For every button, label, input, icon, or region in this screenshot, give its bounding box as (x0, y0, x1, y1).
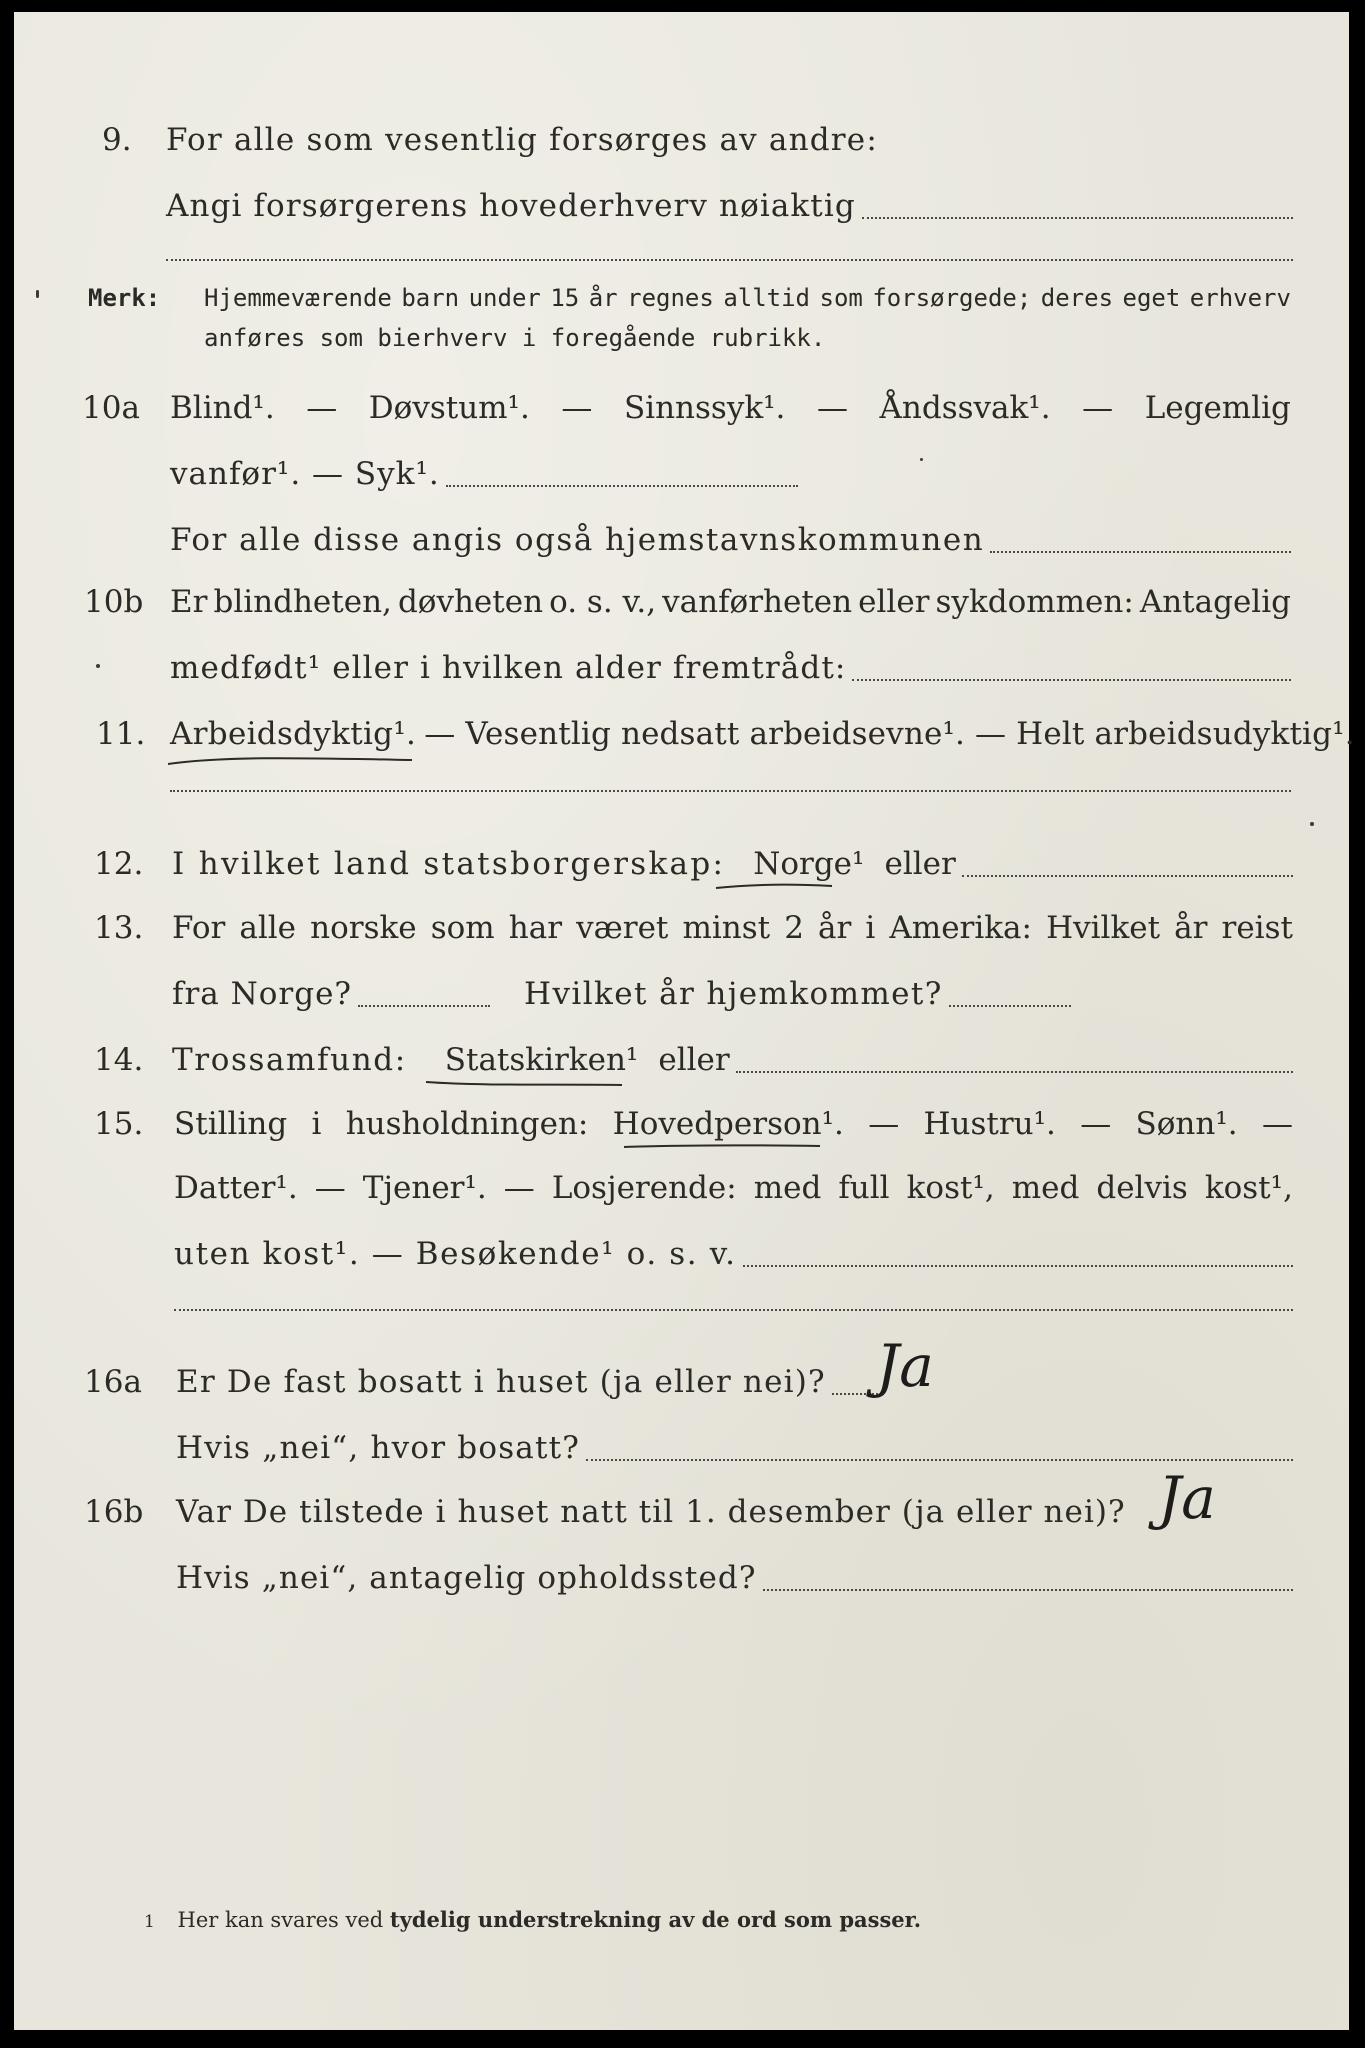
q13-question-word: For (172, 910, 226, 946)
q9-line2 (14, 184, 1349, 228)
q9-answer-line-2[interactable] (166, 259, 1293, 261)
q14-underline-mark (424, 1076, 624, 1092)
q10a-number: 10a (82, 390, 140, 426)
q13-question-word: har (508, 910, 563, 946)
q16b-line1 (14, 1490, 1349, 1534)
q13-question-word: som (430, 910, 495, 946)
q10a-option-word: Åndssvak¹. (879, 390, 1051, 426)
q10a-home-municipality-label: For alle disse angis også hjemstavnskommunen (170, 522, 985, 558)
q15-line3 (14, 1232, 1349, 1276)
merk-line2: anføres som bierhverv i foregående rubrikk. (204, 324, 826, 352)
q16a-number: 16a (84, 1364, 142, 1400)
q14-answer-field[interactable] (736, 1071, 1293, 1073)
q13-number: 13. (94, 910, 144, 946)
q9-line1 (14, 118, 1349, 162)
q13-question-word: reist (1221, 910, 1293, 946)
q15-underline-mark (622, 1140, 822, 1156)
q13-question-word: Amerika: (889, 910, 1032, 946)
q15-option-word: Hustru¹. (923, 1106, 1056, 1142)
q11-option-arbeidsdyktig: Arbeidsdyktig¹. (170, 716, 417, 752)
q16a-question: Er De fast bosatt i huset (ja eller nei)? (176, 1364, 826, 1400)
q10a-option-word: — (306, 390, 338, 426)
q15-option-word: — (1261, 1106, 1293, 1142)
q10a-line2 (14, 452, 1349, 496)
q15-option-word: Tjener¹. (362, 1170, 487, 1206)
q12-question: I hvilket land statsborgerskap: (172, 846, 726, 882)
q13-question-word: Hvilket (1046, 910, 1161, 946)
merk-line1-word: forsørgede; (872, 284, 1032, 312)
q11-answer-line[interactable] (170, 790, 1291, 792)
q10a-answer-field[interactable] (446, 485, 798, 487)
q15-option-word: med (1011, 1170, 1080, 1206)
q15-options-cont (174, 1166, 1293, 1210)
q13-question-word: alle (239, 910, 297, 946)
q10b-question-word: døvheten (397, 584, 544, 620)
q16a-answer-field[interactable] (832, 1393, 882, 1395)
q10a-option-word: — (561, 390, 593, 426)
q13-year-returned-label: Hvilket år hjemkommet? (524, 976, 943, 1012)
q16a-line2 (14, 1426, 1349, 1470)
q13-question-word: år (818, 910, 852, 946)
q10b-question-word: Antagelig (1139, 584, 1291, 620)
q13-question-word: minst (682, 910, 771, 946)
q12-answer-field[interactable] (962, 875, 1293, 877)
q12-underline-mark (714, 880, 834, 896)
merk-line1 (204, 278, 1291, 318)
merk-line1-word: eget (1122, 284, 1181, 312)
q15-option-word: kost¹, (1204, 1170, 1293, 1206)
q11-line (14, 712, 1355, 756)
q9-question: For alle som vesentlig forsørges av andre: (166, 122, 878, 158)
q16b-number: 16b (84, 1494, 144, 1530)
q10b-line1 (14, 580, 1349, 624)
footnote-emphasis: tydelig understrekning av de ord som passer. (389, 1907, 922, 1932)
q15-option-word: i (311, 1106, 322, 1142)
q12-or: eller (884, 846, 956, 882)
q14-number: 14. (94, 1042, 144, 1078)
q9-number: 9. (102, 122, 132, 158)
merk-line1-word: Hjemmeværende (204, 284, 392, 312)
q15-option-word: Datter¹. (174, 1170, 298, 1206)
q10b-question (170, 580, 1291, 624)
paper-speck (96, 664, 100, 668)
q15-number: 15. (94, 1106, 144, 1142)
q16b-followup: Hvis „nei“, antagelig opholdssted? (176, 1560, 757, 1596)
merk-label: Merk: (88, 284, 161, 312)
merk-line1-word: alltid (723, 284, 811, 312)
q16a-followup: Hvis „nei“, hvor bosatt? (176, 1430, 581, 1466)
q15-option-word: — (1080, 1106, 1112, 1142)
q10b-question-word: eller (858, 584, 930, 620)
q10a-option-word: Blind¹. (170, 390, 275, 426)
q15-option-word: — (503, 1170, 535, 1206)
q15-option-word: med (753, 1170, 822, 1206)
merk-line1-word: under (468, 284, 541, 312)
q10a-option-word: Legemlig (1144, 390, 1291, 426)
q10b-line2 (14, 646, 1349, 690)
q16a-line1 (14, 1360, 1349, 1404)
q15-option-word: Losjerende: (551, 1170, 737, 1206)
q13-line2 (14, 972, 1349, 1016)
q15-option-word: full (838, 1170, 890, 1206)
q12-line (14, 842, 1349, 886)
census-form-sheet (14, 12, 1355, 2030)
q14-label: Trossamfund: (172, 1042, 407, 1078)
q12-number: 12. (94, 846, 144, 882)
footnote (144, 1907, 921, 1932)
q10a-option-word: Sinnssyk¹. (623, 390, 786, 426)
q10b-question-word: sykdommen: (935, 584, 1134, 620)
q13-question-word: år (1174, 910, 1208, 946)
q13-line1 (14, 906, 1349, 950)
paper-speck (920, 458, 923, 461)
q15-option-word: — (314, 1170, 346, 1206)
q15-answer-field[interactable] (743, 1265, 1293, 1267)
q13-question-word: været (576, 910, 669, 946)
q10a-line1 (14, 386, 1349, 430)
q16a-handwritten-answer: Ja (876, 1332, 934, 1400)
q16b-line2 (14, 1556, 1349, 1600)
q9-instruction: Angi forsørgerens hovederhverv nøiaktig (166, 188, 856, 224)
footnote-text: Her kan svares ved (177, 1908, 384, 1932)
q10b-question-word: vanførheten (662, 584, 853, 620)
q10a-option-word: — (1082, 390, 1114, 426)
q10a-options (170, 386, 1291, 430)
q10b-answer-field[interactable] (852, 679, 1291, 681)
q15-line2 (14, 1166, 1349, 1210)
q11-underline-mark (164, 752, 414, 772)
q10a-line3 (14, 518, 1349, 562)
q10a-option-word: — (816, 390, 848, 426)
q13-question-word: norske (310, 910, 417, 946)
q15-option-word: — (868, 1106, 900, 1142)
merk-line1-word: deres (1040, 284, 1114, 312)
q10b-question-word: blindheten, (213, 584, 392, 620)
q14-line (14, 1038, 1349, 1082)
q13-question-word: 2 (784, 910, 804, 946)
merk-line1-word: erhverv (1189, 284, 1291, 312)
q13-year-returned-field[interactable] (949, 1005, 1071, 1007)
q11-other-options: — Vesentlig nedsatt arbeidsevne¹. — Helt arbeidsudyktig¹. (424, 716, 1355, 752)
q10a-option-word: Døvstum¹. (368, 390, 530, 426)
merk-line1-word: 15 (550, 284, 580, 312)
merk-line1-word: barn (401, 284, 460, 312)
q10b-question-cont: medfødt¹ eller i hvilken alder fremtrådt: (170, 650, 847, 686)
q10b-question-word: Er (170, 584, 208, 620)
q16b-handwritten-answer: Ja (1158, 1464, 1216, 1532)
q13-year-left-label: fra Norge? (172, 976, 353, 1012)
q15-option-word: Sønn¹. (1135, 1106, 1238, 1142)
q10a-home-municipality-field[interactable] (990, 551, 1291, 553)
q12-option-norge: Norge¹ (753, 846, 865, 882)
q11-number: 11. (96, 716, 146, 752)
footnote-mark: 1 (144, 1912, 155, 1932)
q15-option-word: delvis (1096, 1170, 1188, 1206)
paper-speck (36, 290, 39, 298)
q10a-options-cont: vanfør¹. — Syk¹. (170, 456, 440, 492)
q15-options-end: uten kost¹. — Besøkende¹ o. s. v. (174, 1236, 737, 1272)
merk-line1-word: som (819, 284, 863, 312)
q13-question (172, 906, 1293, 950)
q15-option-word: kost¹, (906, 1170, 995, 1206)
q14-or: eller (658, 1042, 730, 1078)
merk-line1-word: år (588, 284, 618, 312)
q10b-number: 10b (84, 584, 144, 620)
paper-speck (1310, 822, 1314, 826)
q9-answer-field[interactable] (862, 217, 1293, 219)
q13-question-word: i (865, 910, 876, 946)
q15-option-word: Hovedperson¹. (612, 1106, 844, 1142)
q16b-whereabouts-field[interactable] (763, 1589, 1293, 1591)
merk-line1-word: regnes (627, 284, 714, 312)
q16a-residence-field[interactable] (586, 1459, 1293, 1461)
q14-option-statskirken: Statskirken¹ (444, 1042, 639, 1078)
q13-year-left-field[interactable] (358, 1005, 490, 1007)
q15-option-word: Stilling (174, 1106, 288, 1142)
q16b-question: Var De tilstede i huset natt til 1. desember (ja eller nei)? (176, 1494, 1126, 1530)
q10b-question-word: o. s. v., (549, 584, 657, 620)
q15-answer-line-2[interactable] (174, 1309, 1293, 1311)
q15-option-word: husholdningen: (345, 1106, 589, 1142)
